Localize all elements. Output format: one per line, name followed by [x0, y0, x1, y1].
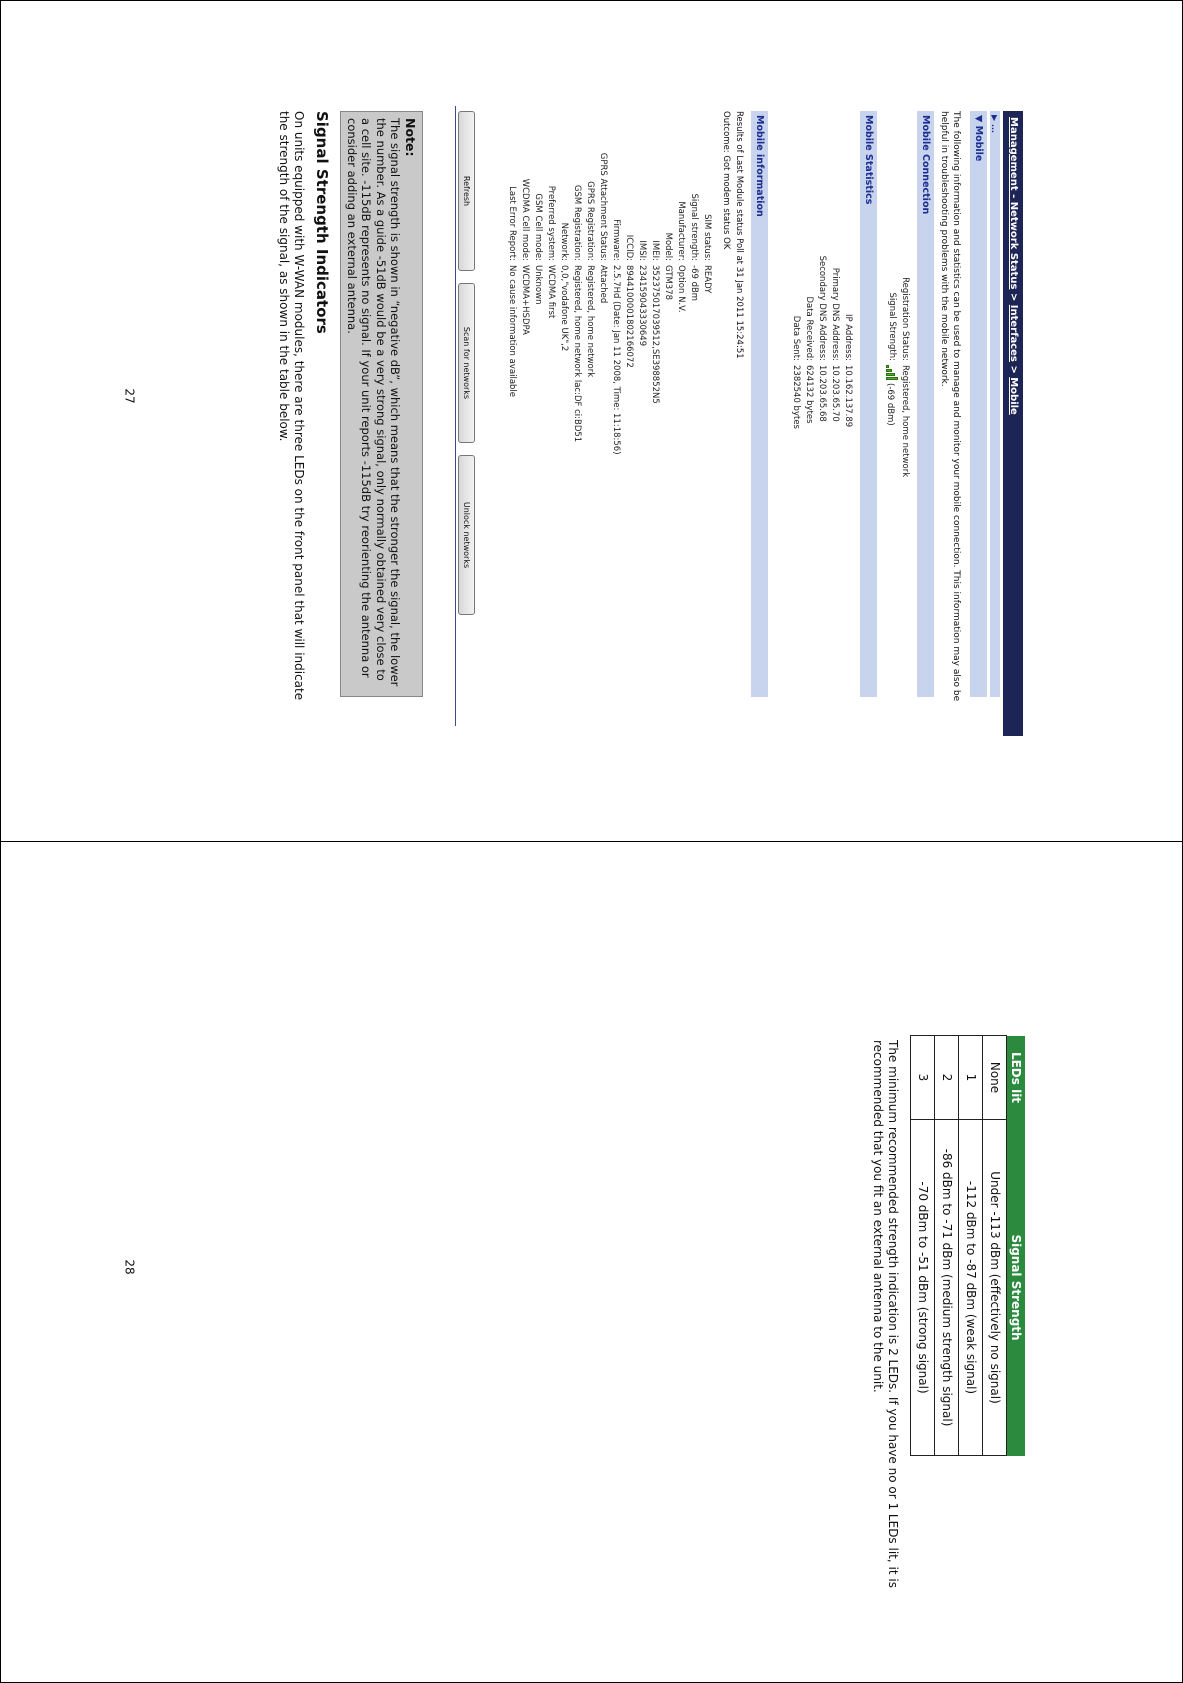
breadcrumb-item[interactable]: Mobile: [1008, 377, 1019, 415]
statistics-row: [802, 111, 815, 736]
page-28-content: [160, 1025, 1030, 1675]
page-number: 28: [122, 1259, 137, 1275]
note-body: The signal strength is shown in “negative dB”, which means that the stronger the signal, the lower the number. As a guide -51dB would be a very strong signal, only normally obtained very close to a cell site. -115dB represents no signal. If your unit reports -115dB try reorienting the antenna or consider adding an external antenna.: [345, 118, 403, 687]
note-title: Note:: [403, 118, 418, 157]
information-row: [596, 111, 609, 736]
information-label: Network:: [559, 222, 569, 261]
statistics-value: 10.162.137.89: [843, 365, 853, 428]
information-label: Manufacturer:: [676, 201, 686, 261]
leds-lit-cell: 2: [935, 1036, 959, 1120]
signal-strength-cell: Under -113 dBm (effectively no signal): [983, 1120, 1007, 1456]
signal-bars-icon: [886, 365, 898, 380]
information-row: [622, 111, 635, 736]
information-value: Registered, home network lac:DF ci:BD51: [572, 265, 582, 443]
information-value: READY: [702, 265, 712, 294]
mobile-statistics-header: Mobile Statistics: [860, 111, 877, 697]
leds-lit-cell: 3: [911, 1036, 935, 1120]
table-row: [959, 1036, 983, 1456]
leds-lit-cell: None: [983, 1036, 1007, 1120]
statistics-row: [815, 111, 828, 736]
information-row: [544, 111, 557, 736]
information-label: IMSI:: [637, 240, 647, 261]
statistics-label: Primary DNS Address:: [830, 267, 840, 361]
information-row: [518, 111, 531, 736]
separator-line: [455, 106, 456, 726]
signal-value-cell: [883, 361, 898, 426]
table-row: [983, 1036, 1007, 1456]
body-paragraph: On units equipped with W-WAN modules, there are three LEDs on the front panel that will indicate the strength of the signal, as shown in the table below.: [277, 111, 306, 701]
information-value: 8944100001802166072: [624, 265, 634, 368]
action-buttons: [458, 111, 475, 671]
signal-strength-cell: -70 dBm to -51 dBm (strong signal): [911, 1120, 935, 1456]
information-value: 234159043330649: [637, 265, 647, 347]
mobile-information-header: Mobile information: [751, 111, 768, 697]
table-row: [911, 1036, 935, 1456]
collapsed-section-bar[interactable]: ▶ ...: [990, 111, 1000, 697]
section-heading: Signal Strength Indicators: [313, 111, 331, 334]
breadcrumb-item[interactable]: Management - Network Status: [1008, 117, 1019, 290]
information-row: [583, 111, 596, 736]
information-value: 2.5.7Hd (Date: Jan 11 2008, Time: 11:18:56): [611, 265, 621, 455]
page-number: 27: [122, 388, 137, 404]
information-label: GSM Registration:: [572, 184, 582, 261]
information-value: No cause information available: [507, 265, 517, 398]
information-label: GPRS Attachment Status:: [598, 152, 608, 261]
table-row: [935, 1036, 959, 1456]
scan-networks-button[interactable]: Scan for networks: [458, 283, 475, 443]
information-label: Preferred system:: [546, 185, 556, 261]
information-label: IMEI:: [650, 240, 660, 261]
registration-row: [898, 111, 911, 736]
table-body: [911, 1036, 1007, 1456]
signal-strength-cell: -112 dBm to -87 dBm (weak signal): [959, 1120, 983, 1456]
information-label: SIM status:: [702, 214, 712, 261]
statistics-value: 10.203.65.68: [817, 365, 827, 422]
information-value: -69 dBm: [689, 265, 699, 302]
information-row: [674, 111, 687, 736]
information-row: [700, 111, 713, 736]
information-label: Model:: [663, 232, 673, 261]
information-value: Option N.V.: [676, 265, 686, 313]
signal-bar: [886, 377, 898, 380]
signal-bar: [886, 369, 892, 372]
information-label: GSM Cell mode:: [533, 193, 543, 261]
information-value: 352375017039512,SE398852N5: [650, 265, 660, 404]
information-row: [557, 111, 570, 736]
information-label: WCDMA Cell mode:: [520, 178, 530, 261]
statistics-label: IP Address:: [843, 313, 853, 361]
unlock-networks-button[interactable]: Unlock networks: [458, 455, 475, 615]
information-row: [687, 111, 700, 736]
statistics-label: Data Sent:: [791, 315, 801, 361]
mobile-section-toggle[interactable]: ▼ Mobile: [970, 111, 987, 697]
statistics-row: [828, 111, 841, 736]
column-header: LEDs lit: [1007, 1036, 1025, 1120]
leds-lit-cell: 1: [959, 1036, 983, 1120]
poll-outcome: Outcome: Got modem status OK: [721, 111, 731, 250]
signal-label: Signal Strength:: [887, 292, 897, 361]
table-header-row: [1007, 1036, 1025, 1456]
information-value: 0,0,"vodafone UK",2: [559, 265, 569, 352]
information-value: GTM378: [663, 265, 673, 301]
information-block: [505, 111, 713, 736]
information-value: WCDMA+HSDPA: [520, 265, 530, 335]
information-row: [635, 111, 648, 736]
breadcrumb: [1003, 111, 1023, 736]
registration-value: Registered, home network: [900, 365, 910, 478]
statistics-block: [774, 111, 854, 736]
connection-block: [883, 111, 911, 736]
signal-value: (-69 dBm): [885, 383, 895, 426]
information-label: Signal strength:: [689, 193, 699, 261]
statistics-row: [841, 111, 854, 736]
body-paragraph: The minimum recommended strength indication is 2 LEDs. If you have no or 1 LEDs lit, it is recommended that you fit an external antenna to the unit.: [871, 1040, 900, 1588]
led-signal-table: [911, 1035, 1026, 1456]
column-header: Signal Strength: [1007, 1120, 1025, 1456]
information-label: Firmware:: [611, 219, 621, 261]
refresh-button[interactable]: Refresh: [458, 111, 475, 271]
intro-text: The following information and statistics can be used to manage and monitor your mobile connection. This information may also be helpful in troubleshooting problems with the mobile network.: [939, 111, 961, 702]
information-row: [570, 111, 583, 736]
information-value: Registered, home network: [585, 265, 595, 378]
poll-results: Results of Last Module status Poll at 31 Jan 2011 15:24:51: [734, 111, 744, 359]
breadcrumb-item[interactable]: Interfaces: [1008, 304, 1019, 362]
statistics-label: Secondary DNS Address:: [817, 255, 827, 361]
information-value: WCDMA first: [546, 265, 556, 319]
statistics-label: Data Received:: [804, 296, 814, 361]
information-row: [505, 111, 518, 736]
signal-bar: [886, 373, 895, 376]
information-row: [609, 111, 622, 736]
breadcrumb-separator: >: [1008, 289, 1019, 305]
information-row: [531, 111, 544, 736]
signal-bar: [886, 365, 889, 368]
mobile-status-screenshot: [463, 111, 1023, 736]
statistics-value: 10.203.65.70: [830, 365, 840, 422]
information-label: ICCID:: [624, 234, 634, 261]
information-value: Attached: [598, 265, 608, 304]
information-label: Last Error Report:: [507, 186, 517, 261]
statistics-value: 624132 bytes: [804, 365, 814, 424]
information-row: [648, 111, 661, 736]
breadcrumb-separator: >: [1008, 361, 1019, 378]
signal-strength-cell: -86 dBm to -71 dBm (medium strength signal): [935, 1120, 959, 1456]
statistics-value: 2382540 bytes: [791, 365, 801, 429]
note-box: [340, 111, 423, 697]
signal-row: [883, 111, 898, 736]
information-label: GPRS Registration:: [585, 181, 595, 261]
registration-label: Registration Status:: [900, 277, 910, 361]
statistics-row: [789, 111, 802, 736]
page-27-content: [161, 106, 1031, 756]
information-value: Unknown: [533, 265, 543, 305]
information-row: [661, 111, 674, 736]
mobile-connection-header: Mobile Connection: [917, 111, 934, 697]
